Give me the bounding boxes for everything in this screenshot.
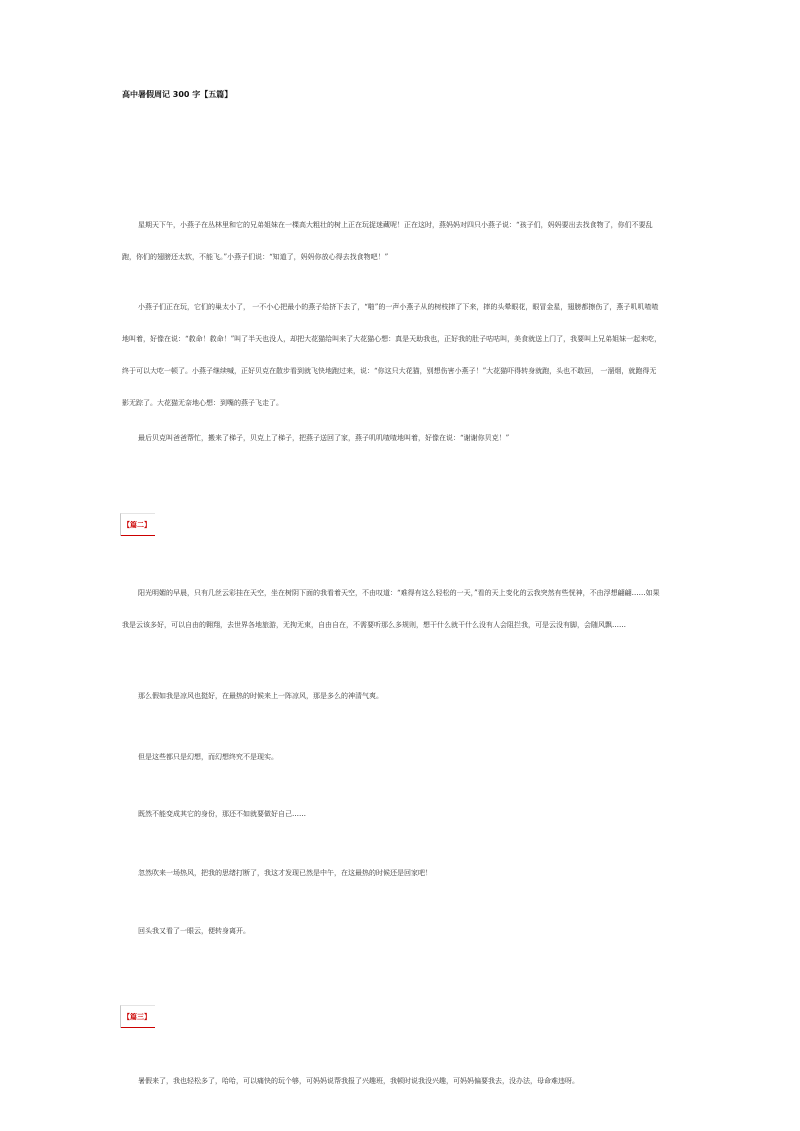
section-label-2: 【篇二】 <box>123 521 151 529</box>
section-underline-3 <box>121 1027 155 1028</box>
paragraph-1-2: 小燕子们正在玩，它们的巢太小了， 一不小心把最小的燕子给挤下去了，“啪”的一声小燕子从的树枝摔了下来，摔的头晕眼花，眼冒金星，翅膀都擦伤了，燕子叽叽喳喳地叫着，好像在说：“救命！救命！”叫了半天也没人，却把大花猫给叫来了大花猫心想：真是天助我也，正好我的肚子咕咕叫，美食就送上门了，我要叫上兄弟姐妹一起来吃，终于可以大吃一顿了。小燕子继续喊，正好贝克在散步看到就飞快地跑过来，说：“你这只大花猫，别想伤害小燕子！”大花猫吓得转身就跑，头也不敢回， 一溜烟，就跑得无影无踪了。大花猫无奈地心想：到嘴的燕子飞走了。 <box>122 303 662 407</box>
section-label-3: 【篇三】 <box>123 1013 151 1021</box>
paragraph-2-6: 回头我又看了一眼云，便转身离开。 <box>138 927 250 935</box>
document-title: 高中暑假周记 300 字【五篇】 <box>122 90 233 99</box>
section-underline-2 <box>121 535 155 536</box>
paragraph-3-1: 暑假来了，我也轻松多了，哈哈，可以痛快的玩个够，可妈妈说帮我报了兴趣班，我顿时说我没兴趣，可妈妈偏要我去，没办法，母命难违呀。 <box>138 1077 579 1085</box>
paragraph-1-1: 星期天下午，小燕子在丛林里和它的兄弟姐妹在一棵高大粗壮的树上正在玩捉迷藏呢！正在这时，燕妈妈对四只小燕子说：“孩子们，妈妈要出去找食物了，你们不要乱跑，你们的翅膀还太软，不能飞。”小燕子们说：“知道了，妈妈你放心得去找食物吧！” <box>122 221 653 261</box>
paragraph-1-3: 最后贝克叫爸爸帮忙，搬来了梯子，贝克上了梯子，把燕子送回了家，燕子叽叽喳喳地叫着，好像在说：“谢谢你贝克！” <box>138 434 510 442</box>
paragraph-2-2: 那么假如我是凉风也挺好，在最热的时候来上一阵凉风，那是多么的神清气爽。 <box>138 692 383 700</box>
paragraph-2-5: 忽然吹来一场热风，把我的思绪打断了，我这才发现已然是中午，在这最热的时候还是回家吧！ <box>138 869 432 877</box>
paragraph-2-1: 阳光明媚的早晨，只有几丝云彩挂在天空，坐在树阴下面的我看着天空，不由叹道：“难得有这么轻松的一天，”看的天上变化的云我突然有些恍神，不由浮想翩翩……如果我是云该多好，可以自由的翱翔，去世界各地旅游，无拘无束，自由自在，不需要听那么多规则，想干什么就干什么没有人会阻拦我，可是云没有脚，会随风飘…… <box>122 589 660 629</box>
paragraph-2-3: 但是这些都只是幻想，而幻想终究不是现实。 <box>138 753 278 761</box>
section-header-3 <box>120 1005 155 1028</box>
paragraph-2-4: 既然不能变成其它的身份，那还不如就要做好自己…… <box>138 810 306 818</box>
section-header-2 <box>120 513 155 536</box>
